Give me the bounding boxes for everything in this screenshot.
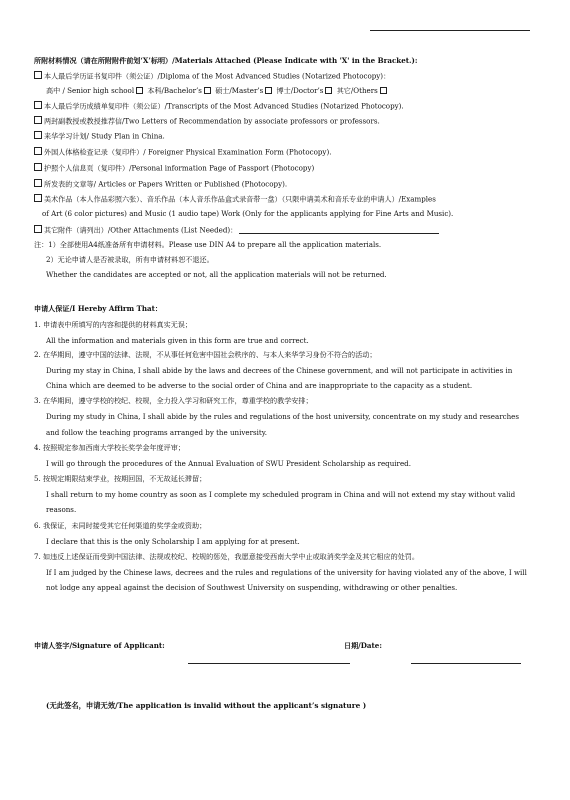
checkbox[interactable] xyxy=(136,87,143,94)
material-item-passport: 护照个人信息页（复印件）/Personal information Page of Passport (Photocopy) xyxy=(34,163,534,174)
checkbox[interactable] xyxy=(325,87,332,94)
material-item-physical-exam: 外国人体格检查记录（复印件）/ Foreigner Physical Examination Form (Photocopy). xyxy=(34,147,534,158)
material-item-art-music: 美术作品（本人作品彩照六张）、音乐作品（本人音乐作品盒式录音带一盘）（只限申请美术和音乐专业的申请人）/Examples xyxy=(34,194,534,205)
affirm-5-en2: reasons. xyxy=(46,505,77,514)
checkbox[interactable] xyxy=(265,87,272,94)
affirm-6-en: I declare that this is the only Scholarship I am applying for at present. xyxy=(46,537,300,546)
affirm-4-en: I will go through the procedures of the Annual Evaluation of SWU President Scholarship as required. xyxy=(46,459,411,468)
signature-warning: (无此签名，申请无效/The application is invalid without the applicant’s signature ) xyxy=(46,701,367,710)
date-field[interactable] xyxy=(411,663,521,664)
affirm-7-en1: If I am judged by the Chinese laws, decrees and the rules and regulations of the university for having violated any of the above, I will xyxy=(46,568,527,577)
checkbox[interactable] xyxy=(34,163,42,171)
affirm-1-cn: 1. 申请表中所填写的内容和提供的材料真实无误； xyxy=(34,320,192,329)
affirm-5-en1: I shall return to my home country as soon as I complete my scheduled program in China and will not extend my stay without valid xyxy=(46,490,516,499)
checkbox[interactable] xyxy=(34,179,42,187)
signature-field[interactable] xyxy=(188,663,350,664)
material-item-diploma: 本人最后学历证书复印件（须公证）/Diploma of the Most Advanced Studies (Notarized Photocopy)： xyxy=(34,71,534,82)
note-1: 注：1）全部使用A4纸准备所有申请材料。Please use DIN A4 to prepare all the application materials. xyxy=(34,240,382,249)
material-item-study-plan: 来华学习计划/ Study Plan in China. xyxy=(34,131,534,142)
note-2-cn: 2）无论申请人是否被录取，所有申请材料恕不退还。 xyxy=(46,255,214,264)
date-label: 日期/Date: xyxy=(344,641,382,650)
affirm-4-cn: 4. 按照规定参加西南大学校长奖学金年度评审； xyxy=(34,443,185,452)
material-item-art-music-cont: of Art (6 color pictures) and Music (1 audio tape) Work (Only for the applicants applying for Fine Arts and Music). xyxy=(42,209,454,218)
checkbox[interactable] xyxy=(34,225,42,233)
material-item-other: 其它附件（请列出）/Other Attachments (List Needed)： xyxy=(34,225,534,236)
degree-options: 高中 / Senior high school 本科/Bachelor’s 硕士/Master’s 博士/Doctor’s 其它/Others xyxy=(46,86,546,96)
checkbox[interactable] xyxy=(34,131,42,139)
affirm-3-en2: and follow the teaching programs arranged by the university. xyxy=(46,428,268,437)
affirm-5-cn: 5. 按规定期限结束学业，按期回国，不无故延长滞留； xyxy=(34,474,207,483)
affirm-2-en1: During my stay in China, I shall abide by the laws and decrees of the Chinese government, and will not participate in activities in xyxy=(46,366,513,375)
checkbox[interactable] xyxy=(34,194,42,202)
affirm-7-cn: 7. 如违反上述保证而受到中国法律、法规或校纪、校规的惩处，我愿意接受西南大学中止或取消奖学金及其它相应的处罚。 xyxy=(34,552,419,561)
checkbox[interactable] xyxy=(34,71,42,79)
affirm-6-cn: 6. 我保证，未同时接受其它任何渠道的奖学金或资助； xyxy=(34,521,207,530)
material-item-transcripts: 本人最后学历成绩单复印件（须公证）/Transcripts of the Most Advanced Studies (Notarized Photocopy). xyxy=(34,101,534,112)
checkbox[interactable] xyxy=(204,87,211,94)
affirm-3-en1: During my study in China, I shall abide by the rules and regulations of the host university, concentrate on my study and researches xyxy=(46,412,520,421)
material-item-recommendation: 两封副教授或教授推荐信/Two Letters of Recommendation by associate professors or professors. xyxy=(34,116,534,127)
affirm-7-en2: not lodge any appeal against the decision of Southwest University on suspending, withdrawing or other penalties. xyxy=(46,583,458,592)
affirm-2-cn: 2. 在华期间，遵守中国的法律、法规，不从事任何危害中国社会秩序的、与本人来华学习身份不符合的活动； xyxy=(34,350,377,359)
material-item-articles: 所发表的文章等/ Articles or Papers Written or Published (Photocopy). xyxy=(34,179,534,190)
checkbox[interactable] xyxy=(34,116,42,124)
checkbox[interactable] xyxy=(34,147,42,155)
other-attachments-field[interactable] xyxy=(239,227,439,234)
checkbox[interactable] xyxy=(34,101,42,109)
affirm-2-en2: China which are deemed to be adverse to the social order of China and are inappropriate to the capacity as a student. xyxy=(46,381,473,390)
affirm-1-en: All the information and materials given in this form are true and correct. xyxy=(46,336,309,345)
materials-heading: 所附材料情况（请在所附附件前划‘X’标明）/Materials Attached (Please Indicate with 'X' in the Bracket.): xyxy=(34,56,418,65)
top-rule xyxy=(370,30,530,31)
note-2-en: Whether the candidates are accepted or not, all the application materials will not be returned. xyxy=(46,270,387,279)
signature-label: 申请人签字/Signature of Applicant: xyxy=(34,641,165,650)
affirm-heading: 申请人保证/I Hereby Affirm That： xyxy=(34,304,163,313)
affirm-3-cn: 3. 在华期间，遵守学校的校纪、校规，全力投入学习和研究工作，尊重学校的教学安排； xyxy=(34,396,313,405)
checkbox[interactable] xyxy=(380,87,387,94)
